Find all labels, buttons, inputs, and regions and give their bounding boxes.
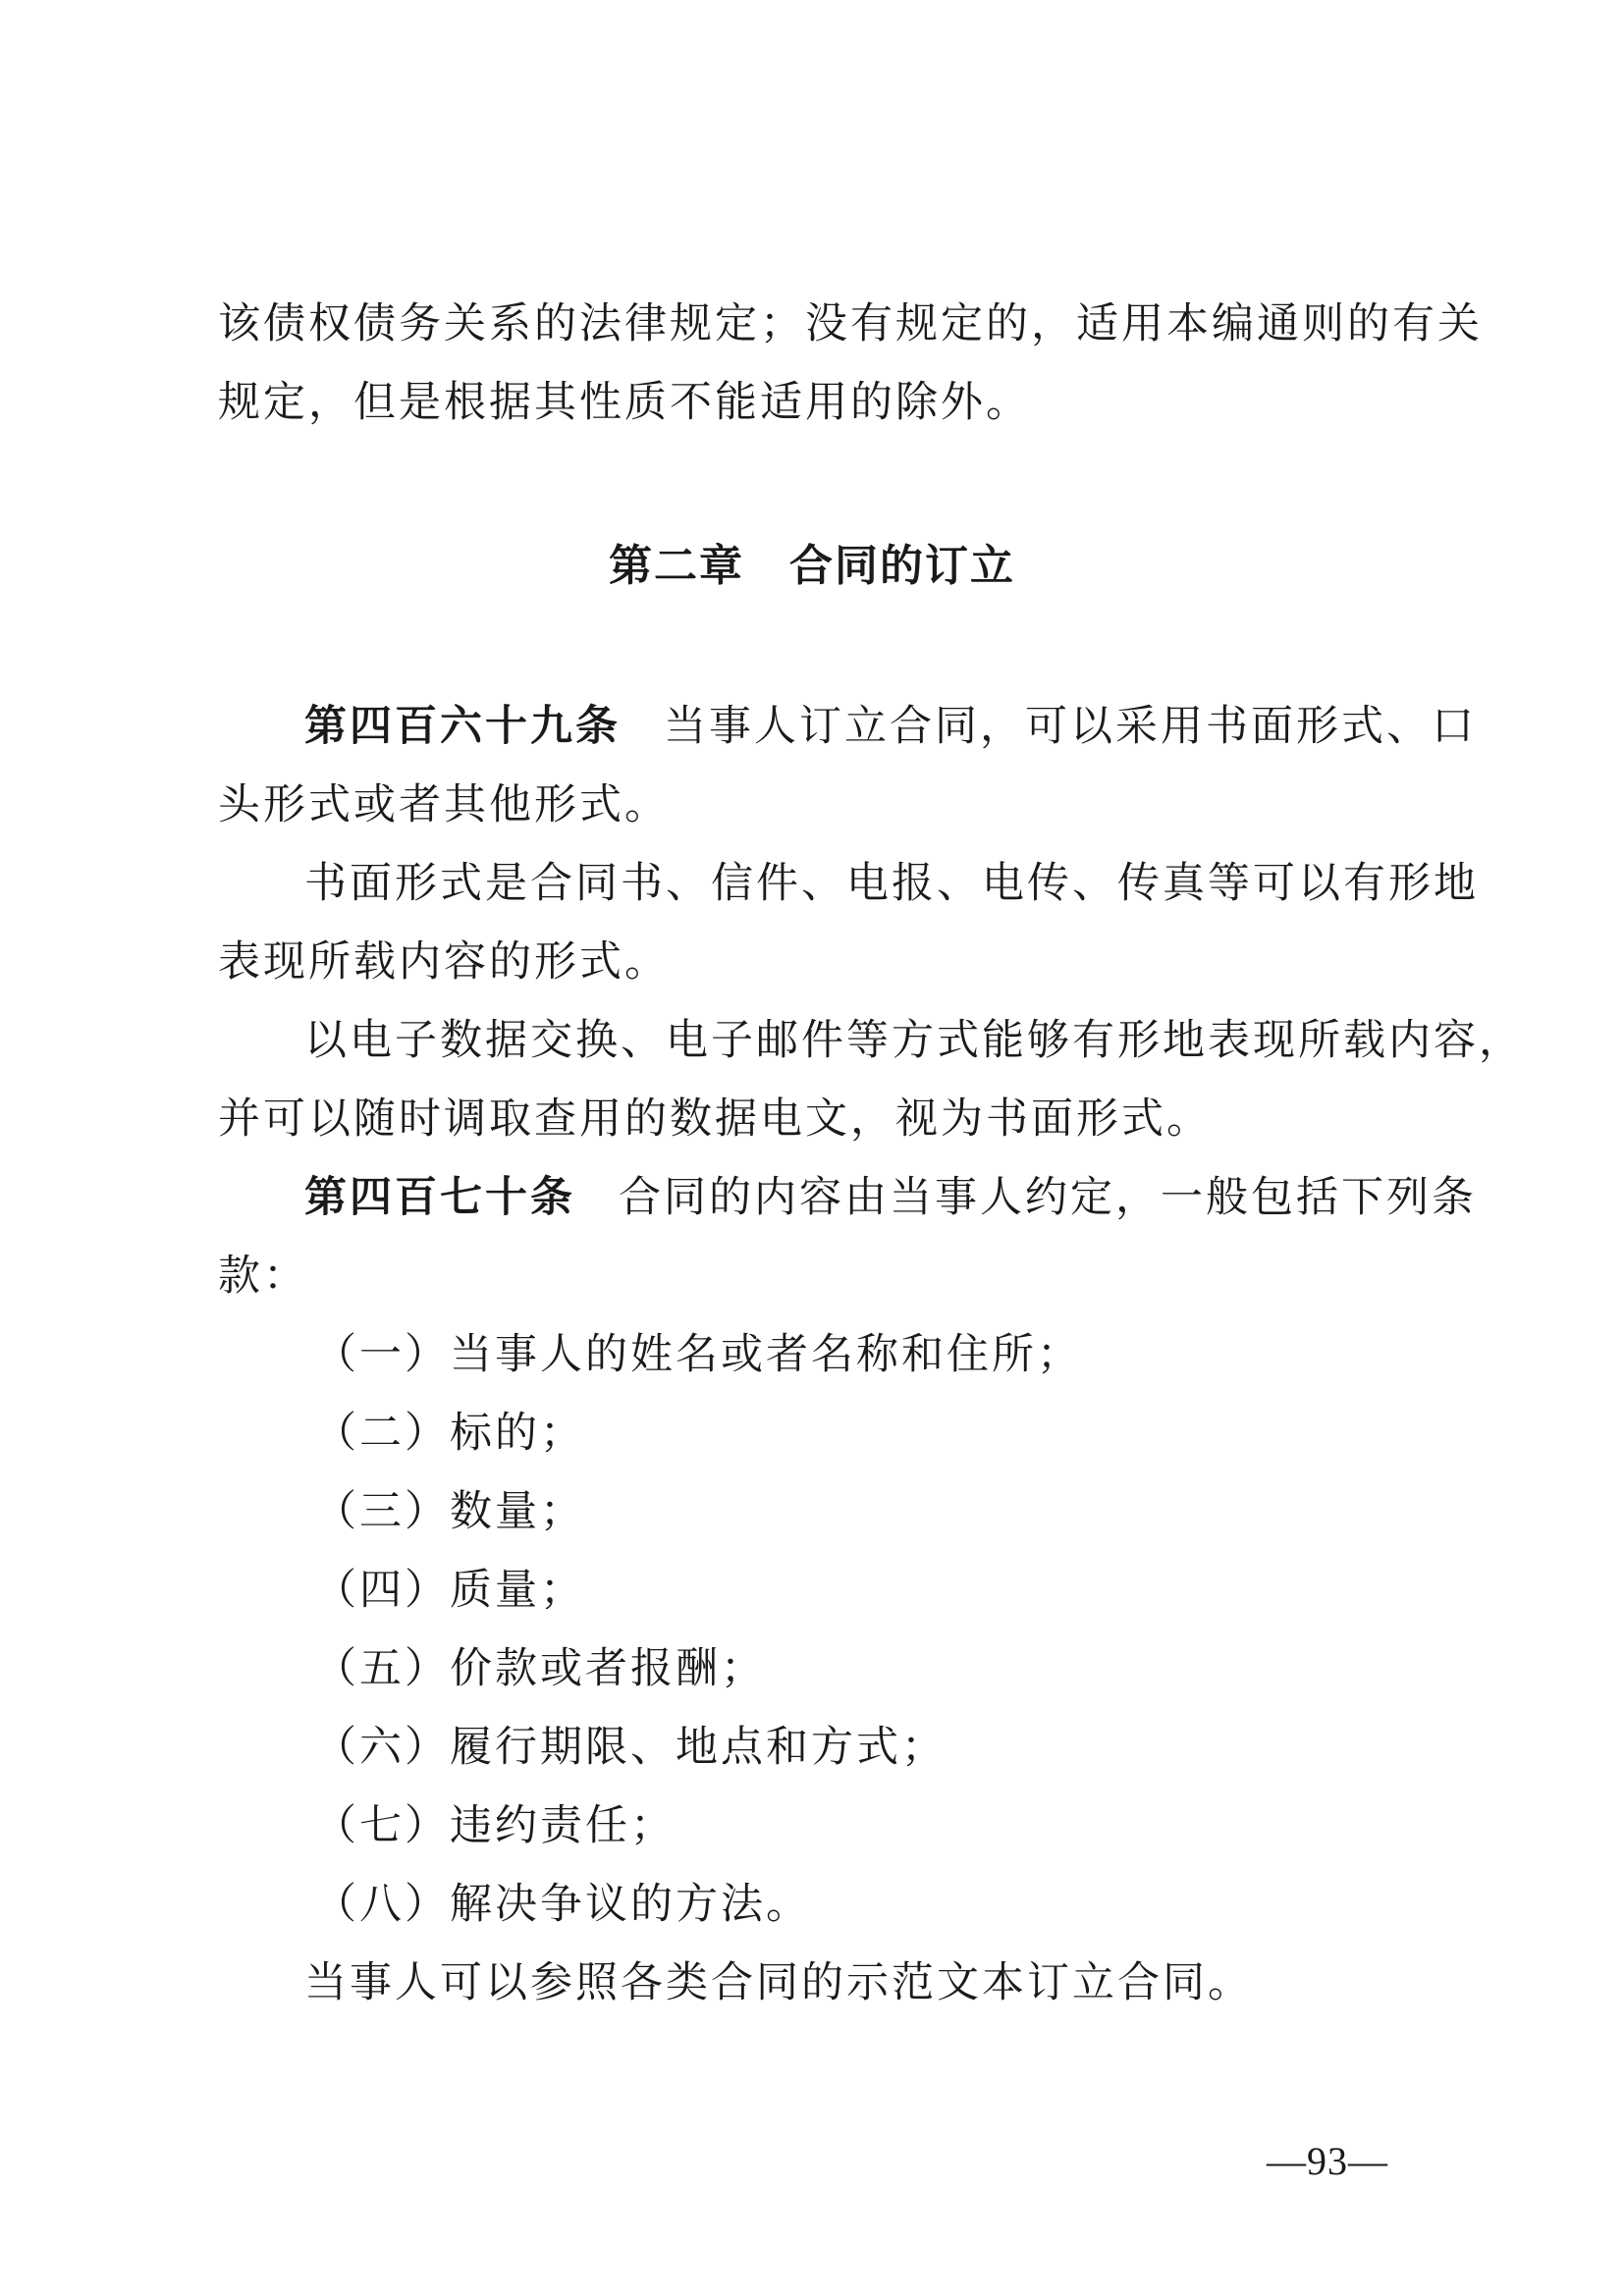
list-item: （一）当事人的姓名或者名称和住所； (314, 1330, 1082, 1379)
page-number: —93— (1267, 2139, 1388, 2183)
article-469-para3-line1: 以电子数据交换、电子邮件等方式能够有形地表现所载内容， (304, 1016, 1524, 1065)
article-469-line-1: 当事人订立合同，可以采用书面形式、口 (664, 702, 1477, 751)
article-469-para3-line2: 并可以随时调取查用的数据电文，视为书面形式。 (218, 1095, 1212, 1144)
list-item: （六）履行期限、地点和方式； (314, 1723, 947, 1772)
article-470-title: 第四百七十条 (304, 1173, 575, 1222)
list-item: （八）解决争议的方法。 (314, 1880, 811, 1929)
article-469-para2-line1: 书面形式是合同书、信件、电报、电传、传真等可以有形地 (304, 859, 1479, 908)
list-item: （二）标的； (314, 1409, 585, 1458)
list-item: （四）质量； (314, 1566, 585, 1615)
continuation-line-1: 该债权债务关系的法律规定；没有规定的，适用本编通则的有关 (218, 299, 1483, 348)
article-470-line-2: 款： (218, 1252, 308, 1301)
article-469-line-2: 头形式或者其他形式。 (218, 780, 670, 829)
continuation-line-2: 规定，但是根据其性质不能适用的除外。 (218, 378, 1031, 427)
chapter-heading: 第二章 合同的订立 (609, 541, 1015, 591)
article-470-first-line (304, 1158, 1477, 1237)
article-469-title: 第四百六十九条 (304, 702, 621, 751)
list-item: （三）数量； (314, 1487, 585, 1536)
article-470-closing: 当事人可以参照各类合同的示范文本订立合同。 (304, 1958, 1253, 2007)
article-469-para2-line2: 表现所载内容的形式。 (218, 937, 670, 987)
article-470-line-1: 合同的内容由当事人约定，一般包括下列条 (619, 1173, 1477, 1222)
list-item: （七）违约责任； (314, 1801, 676, 1850)
list-item: （五）价款或者报酬； (314, 1644, 766, 1693)
article-469-first-line (304, 687, 1477, 766)
